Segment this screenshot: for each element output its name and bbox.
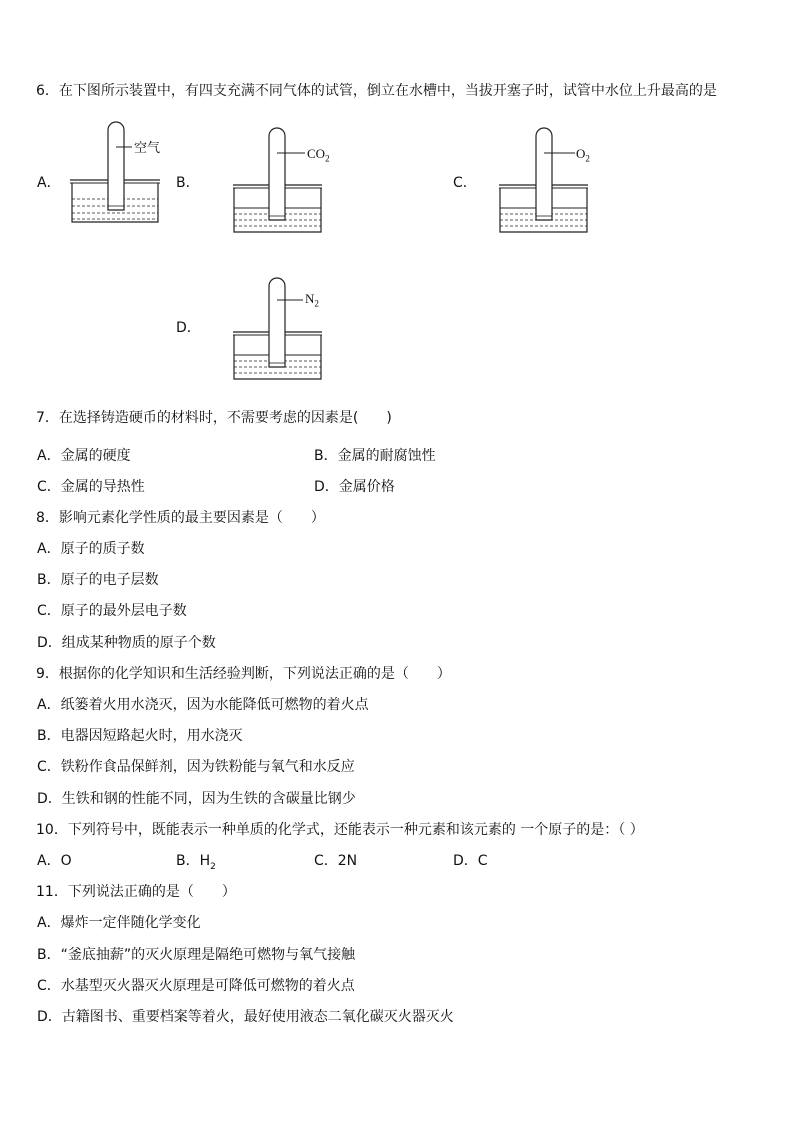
q7-stem: 7．在选择铸造硬币的材料时，不需要考虑的因素是( ) xyxy=(36,410,392,426)
q11-option-d: D．古籍图书、重要档案等着火，最好使用液态二氧化碳灭火器灭火 xyxy=(37,1009,454,1025)
q8-stem: 8．影响元素化学性质的最主要因素是（ ） xyxy=(36,510,325,526)
q11-option-a: A．爆炸一定伴随化学变化 xyxy=(37,915,201,931)
q8-option-d: D．组成某种物质的原子个数 xyxy=(37,635,216,651)
q6-option-a-letter: A． xyxy=(37,175,61,191)
q6-option-d-letter: D． xyxy=(176,320,201,336)
q11-option-c: C．水基型灭火器灭火原理是可降低可燃物的着火点 xyxy=(37,978,355,994)
q10-option-d: D．C xyxy=(453,853,488,869)
q8-option-b: B．原子的电子层数 xyxy=(37,572,159,588)
q10-option-a: A．O xyxy=(37,853,72,869)
q7-option-a: A．金属的硬度 xyxy=(37,448,131,464)
q6-option-b-letter: B． xyxy=(176,175,200,191)
q10-stem: 10．下列符号中，既能表示一种单质的化学式，还能表示一种元素和该元素的 一个原子的是：（ ） xyxy=(36,822,644,838)
q9-option-d: D．生铁和钢的性能不同，因为生铁的含碳量比钢少 xyxy=(37,791,356,807)
q8-option-a: A．原子的质子数 xyxy=(37,541,145,557)
q9-stem: 9．根据你的化学知识和生活经验判断，下列说法正确的是（ ） xyxy=(36,666,451,682)
q7-option-c: C．金属的导热性 xyxy=(37,479,145,495)
q6-option-d-gas: $N_2$ xyxy=(305,291,319,309)
q6-apparatus-b xyxy=(233,128,333,238)
q9-option-c: C．铁粉作食品保鲜剂，因为铁粉能与氧气和水反应 xyxy=(37,759,355,775)
q11-stem: 11．下列说法正确的是（ ） xyxy=(36,884,236,900)
q10-option-b: B．$H_2$ xyxy=(176,853,216,872)
q8-option-c: C．原子的最外层电子数 xyxy=(37,603,187,619)
q6-stem: 6．在下图所示装置中，有四支充满不同气体的试管，倒立在水槽中，当拔开塞子时，试管中水位上升最高的是 xyxy=(36,83,717,99)
q6-option-c-gas: $O_2$ xyxy=(576,146,590,164)
q6-option-a-gas: 空气 xyxy=(134,141,161,156)
q7-option-d: D．金属价格 xyxy=(314,479,395,495)
q9-option-a: A．纸篓着火用水浇灭，因为水能降低可燃物的着火点 xyxy=(37,697,369,713)
q6-apparatus-c xyxy=(499,128,599,238)
q6-option-b-gas: $CO_2$ xyxy=(307,146,330,164)
q6-option-c-letter: C． xyxy=(453,175,477,191)
q10-option-c: C．2N xyxy=(314,853,358,869)
q9-option-b: B．电器因短路起火时，用水浇灭 xyxy=(37,728,243,744)
q11-option-b: B．“釜底抽薪”的灭火原理是隔绝可燃物与氧气接触 xyxy=(37,947,356,963)
q7-option-b: B．金属的耐腐蚀性 xyxy=(314,448,436,464)
